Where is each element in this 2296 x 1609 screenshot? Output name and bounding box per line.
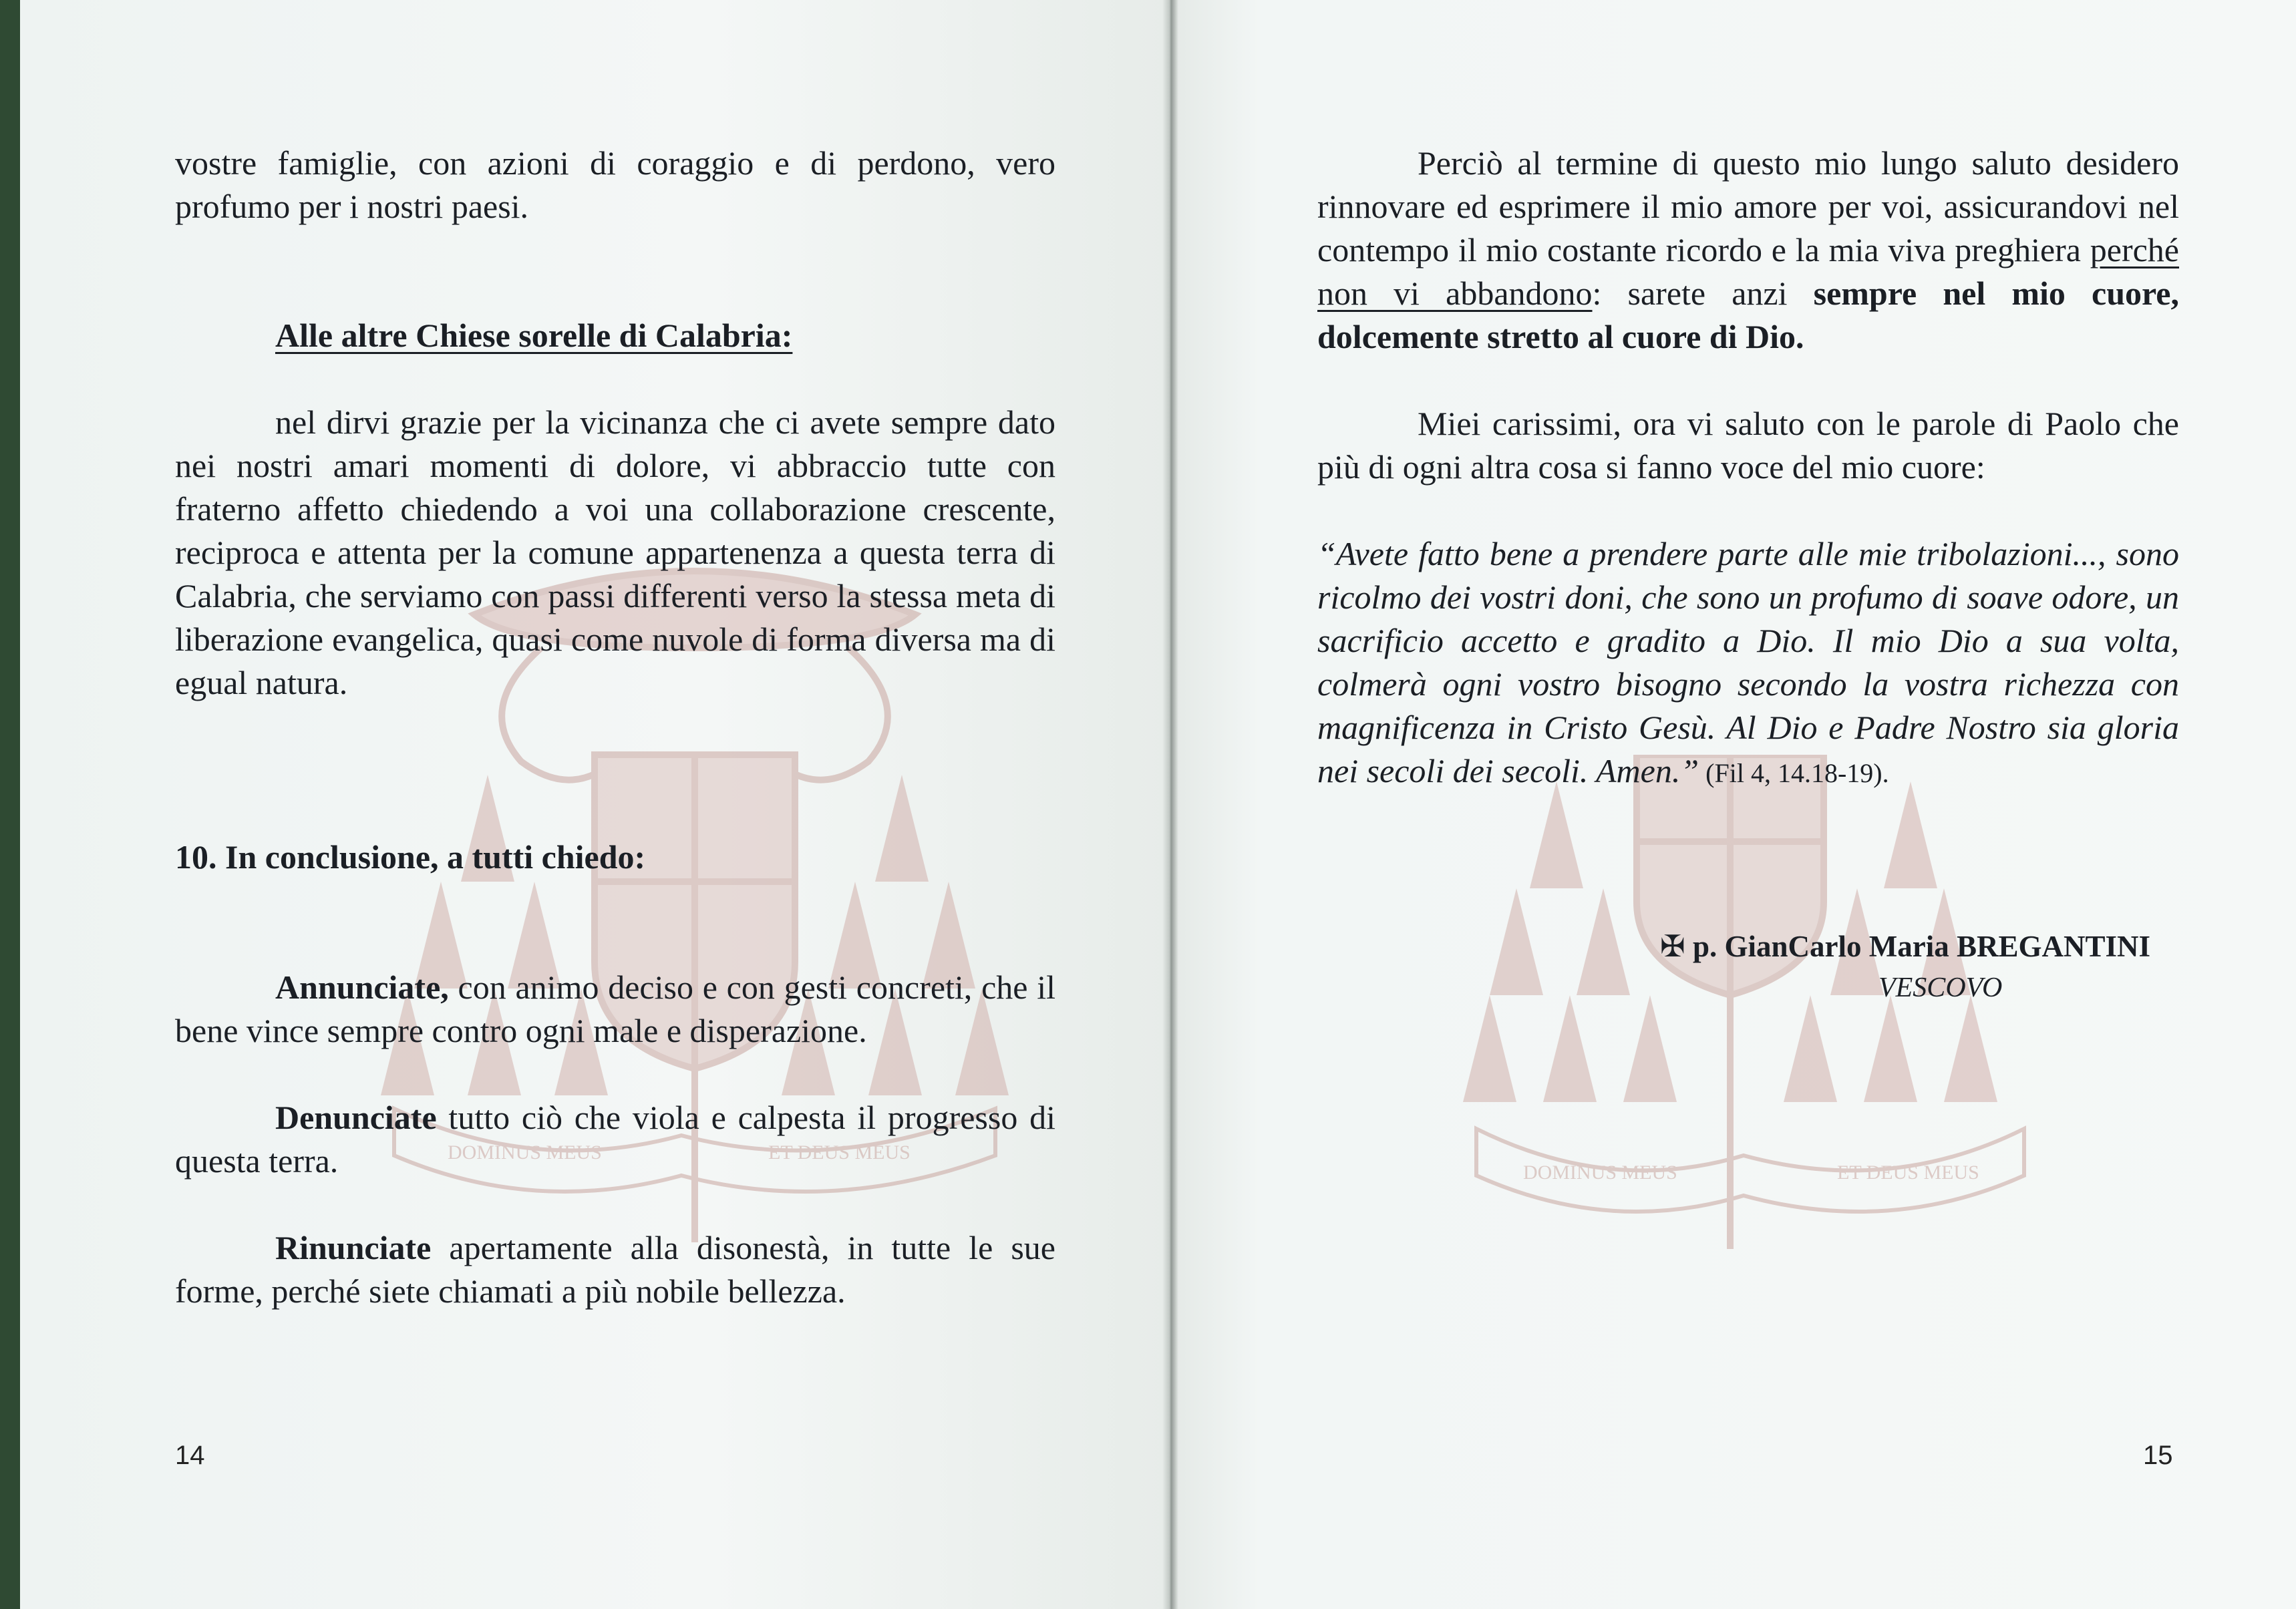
scripture-quote [1317, 532, 2179, 795]
left-page [20, 0, 1169, 1609]
crest-watermark-right [1463, 755, 2078, 1302]
page-number-right: 15 [2143, 1441, 2173, 1470]
annunciate-text: con animo deciso e con gesti concreti, che il bene vince sempre contro ogni male e disperazione. [175, 968, 1055, 1049]
denunciate-paragraph [175, 1096, 1055, 1183]
crest-motto-right-right-page: ET DEUS MEUS [1837, 1161, 1979, 1184]
left-text-block [175, 142, 1055, 1313]
crest-motto-left-right-page: DOMINUS MEUS [1523, 1161, 1677, 1184]
quote-reference: (Fil 4, 14.18-19). [1699, 758, 1889, 788]
denunciate-word: Denunciate [275, 1099, 437, 1136]
quote-text: “Avete fatto bene a prendere parte alle mie tribolazioni..., sono ricolmo dei vostri doni, che sono un profumo di soave odore, un sacrificio accetto e gradito a Dio. Il mio Dio a sua volta, colmerà ogni vostro bisogno secondo la vostra richezza con magnificenza in Cristo Gesù. Al Dio e Padre Nostro sia gloria nei secoli dei secoli. Amen.” [1317, 535, 2179, 789]
farewell-text-mid: : sarete anzi [1592, 275, 1814, 312]
farewell-bold: sempre nel mio cuore, dolcemente stretto al cuore di Dio. [1317, 275, 2179, 355]
churches-heading-line [175, 314, 1055, 357]
book-gutter [1162, 0, 1178, 1609]
opening-paragraph: vostre famiglie, con azioni di coraggio e di perdono, vero profumo per i nostri paesi. [175, 144, 1055, 225]
rinunciate-text: apertamente alla disonestà, in tutte le sue forme, perché siete chiamati a più nobile bellezza. [175, 1229, 1055, 1310]
denunciate-text: tutto ciò che viola e calpesta il progresso di questa terra. [175, 1099, 1055, 1180]
signature-name: p. GianCarlo Maria BREGANTINI [1692, 930, 2151, 963]
churches-heading: Alle altre Chiese sorelle di Calabria: [275, 317, 793, 354]
rinunciate-paragraph [175, 1226, 1055, 1313]
conclusion-heading: 10. In conclusione, a tutti chiedo: [175, 838, 646, 876]
rinunciate-word: Rinunciate [275, 1229, 432, 1266]
farewell-paragraph [1317, 142, 2179, 359]
right-page [1169, 0, 2296, 1609]
crest-motto-left: DOMINUS MEUS [448, 1141, 602, 1164]
signature-line [1660, 928, 2150, 964]
greeting-paragraph: Miei carissimi, ora vi saluto con le parole di Paolo che più di ogni altra cosa si fanno voce del mio cuore: [1317, 405, 2179, 486]
farewell-underlined: perché non vi abbandono [1317, 231, 2179, 312]
page-number-left: 14 [175, 1441, 205, 1470]
annunciate-paragraph [175, 966, 1055, 1053]
right-text-block [1317, 142, 2179, 795]
signature-title: VESCOVO [1878, 972, 2003, 1003]
annunciate-word: Annunciate, [275, 968, 449, 1006]
cross-icon: ✠ [1660, 930, 1685, 963]
churches-paragraph: nel dirvi grazie per la vicinanza che ci avete sempre dato nei nostri amari momenti di dolore, vi abbraccio tutte con fraterno affetto chiedendo a voi una collaborazione crescente, reciproca e attenta per la comune appartenenza a questa terra di Calabria, che serviamo con passi differenti verso la stessa meta di liberazione evangelica, quasi come nuvole di forma diversa ma di egual natura. [175, 403, 1055, 701]
book-spread [20, 0, 2296, 1609]
crest-motto-right: ET DEUS MEUS [768, 1141, 911, 1164]
farewell-text-start: Perciò al termine di questo mio lungo saluto desidero rinnovare ed esprimere il mio amore per voi, assicurandovi nel contempo il mio costante ricordo e la mia viva preghiera [1317, 144, 2179, 269]
